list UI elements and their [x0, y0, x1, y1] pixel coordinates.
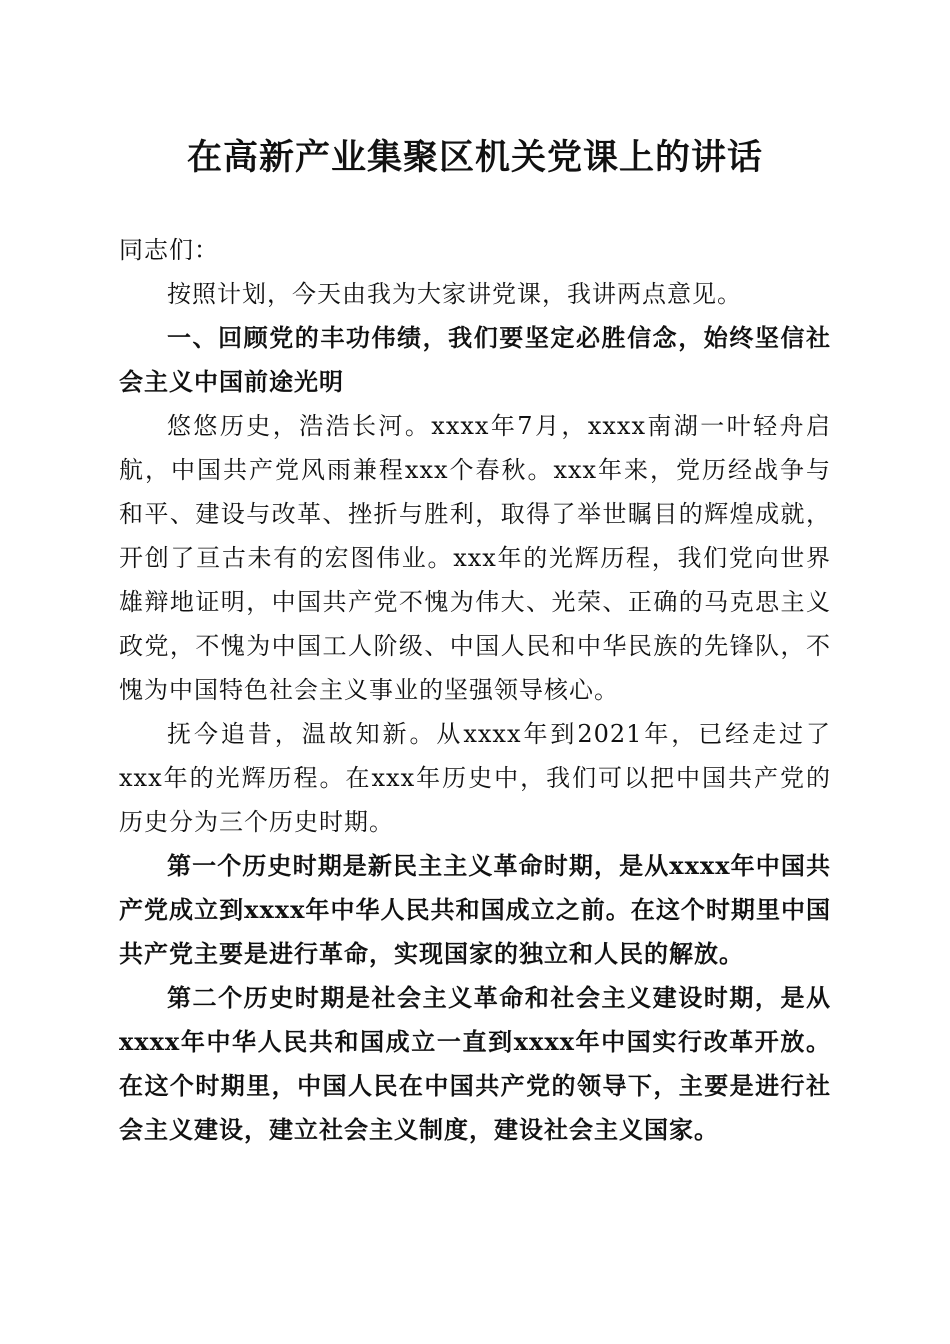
intro-paragraph: 按照计划，今天由我为大家讲党课，我讲两点意见。: [167, 280, 742, 308]
paragraph-periods: 抚今追昔，温故知新。从xxxx年到2021年，已经走过了xxx年的光辉历程。在xxx年历史中，我们可以把中国共产党的历史分为三个历史时期。: [119, 720, 831, 836]
paragraph-history: 悠悠历史，浩浩长河。xxxx年7月，xxxx南湖一叶轻舟启航，中国共产党风雨兼程xxx个春秋。xxx年来，党历经战争与和平、建设与改革、挫折与胜利，取得了举世瞩目的辉煌成就，开创了亘古未有的宏图伟业。xxx年的光辉历程，我们党向世界雄辩地证明，中国共产党不愧为伟大、光荣、正确的马克思主义政党，不愧为中国工人阶级、中国人民和中华民族的先锋队，不愧为中国特色社会主义事业的坚强领导核心。: [119, 412, 831, 704]
section-heading-1: 一、回顾党的丰功伟绩，我们要坚定必胜信念，始终坚信社会主义中国前途光明: [119, 324, 831, 396]
document-body: [119, 228, 831, 1152]
document-title: 在高新产业集聚区机关党课上的讲话: [186, 137, 763, 178]
paragraph-first-period: 第一个历史时期是新民主主义革命时期，是从xxxx年中国共产党成立到xxxx年中华人民共和国成立之前。在这个时期里中国共产党主要是进行革命，实现国家的独立和人民的解放。: [119, 851, 831, 968]
salutation: 同志们：: [119, 236, 219, 264]
paragraph-second-period: 第二个历史时期是社会主义革命和社会主义建设时期，是从xxxx年中华人民共和国成立一直到xxxx年中国实行改革开放。在这个时期里，中国人民在中国共产党的领导下，主要是进行社会主义建设，建立社会主义制度，建设社会主义国家。: [119, 983, 831, 1144]
